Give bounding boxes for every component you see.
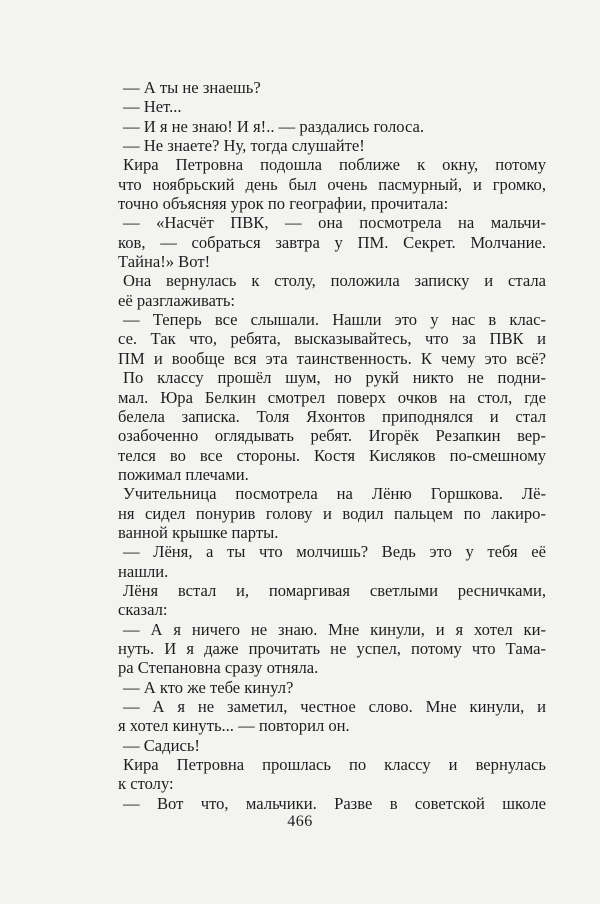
text-line: Кира Петровна подошла поближе к окну, потому — [123, 155, 546, 175]
text-line: я хотел кинуть... — повторил он. — [118, 716, 350, 736]
text-line: ня сидел понурив голову и водил пальцем по лакиро- — [118, 503, 546, 523]
text-line: — Садись! — [123, 735, 200, 755]
text-line: — А я ничего не знаю. Мне кинули, и я хотел ки- — [123, 619, 546, 639]
text-line: — И я не знаю! И я!.. — раздались голоса. — [123, 116, 425, 136]
text-line: — Вот что, мальчики. Разве в советской школе — [123, 793, 546, 813]
text-line: ванной крышке парты. — [118, 522, 279, 542]
text-line: Кира Петровна прошлась по классу и вернулась — [123, 755, 546, 775]
text-line: точно объясняя урок по географии, прочитала: — [118, 194, 449, 214]
body-text — [118, 78, 546, 813]
text-line: нашли. — [118, 561, 169, 581]
text-line: — А кто же тебе кинул? — [123, 677, 294, 697]
text-line: Тайна!» Вот! — [118, 252, 211, 272]
text-line: Учительница посмотрела на Лёню Горшкова. Лё- — [123, 484, 546, 504]
text-line: пожимал плечами. — [118, 464, 249, 484]
text-line: — А я не заметил, честное слово. Мне кинули, и — [123, 697, 546, 716]
text-line: По классу прошёл шум, но рукй никто не подни- — [123, 368, 546, 388]
text-line: — Нет... — [123, 97, 182, 117]
text-line: ков, — собраться завтра у ПМ. Секрет. Молчание. — [118, 232, 546, 252]
text-line: — Не знаете? Ну, тогда слушайте! — [123, 136, 365, 156]
text-line: к столу: — [118, 774, 174, 794]
text-line: — Лёня, а ты что молчишь? Ведь это у тебя её — [123, 542, 546, 562]
text-line: мал. Юра Белкин смотрел поверх очков на стол, где — [118, 387, 546, 407]
text-line: что ноябрьский день был очень пасмурный, и громко, — [118, 174, 546, 194]
text-line: — «Насчёт ПВК, — она посмотрела на мальчи- — [123, 213, 546, 233]
text-line: Лёня встал и, помаргивая светлыми ресничками, — [123, 580, 546, 600]
text-line: белела записка. Толя Яхонтов приподнялся и стал — [118, 406, 546, 426]
text-line: — Теперь все слышали. Нашли это у нас в клас- — [123, 310, 546, 330]
text-line: её разглаживать: — [118, 290, 236, 310]
text-line: се. Так что, ребята, высказывайтесь, что за ПВК и — [118, 329, 546, 349]
page-number: 466 — [287, 813, 313, 830]
text-line: нуть. И я даже прочитать не успел, потому что Тама- — [118, 638, 546, 658]
text-line: ПМ и вообще вся эта таинственность. К чему это всё? — [118, 348, 546, 368]
text-line: — А ты не знаешь? — [123, 78, 261, 97]
text-line: сказал: — [118, 600, 168, 620]
text-line: ра Степановна сразу отняла. — [118, 658, 319, 678]
text-line: телся во все стороны. Костя Кисляков по-смешному — [118, 445, 546, 465]
text-line: Она вернулась к столу, положила записку и стала — [123, 271, 546, 291]
text-line: озабоченно оглядывать ребят. Игорёк Резапкин вер- — [118, 426, 546, 446]
